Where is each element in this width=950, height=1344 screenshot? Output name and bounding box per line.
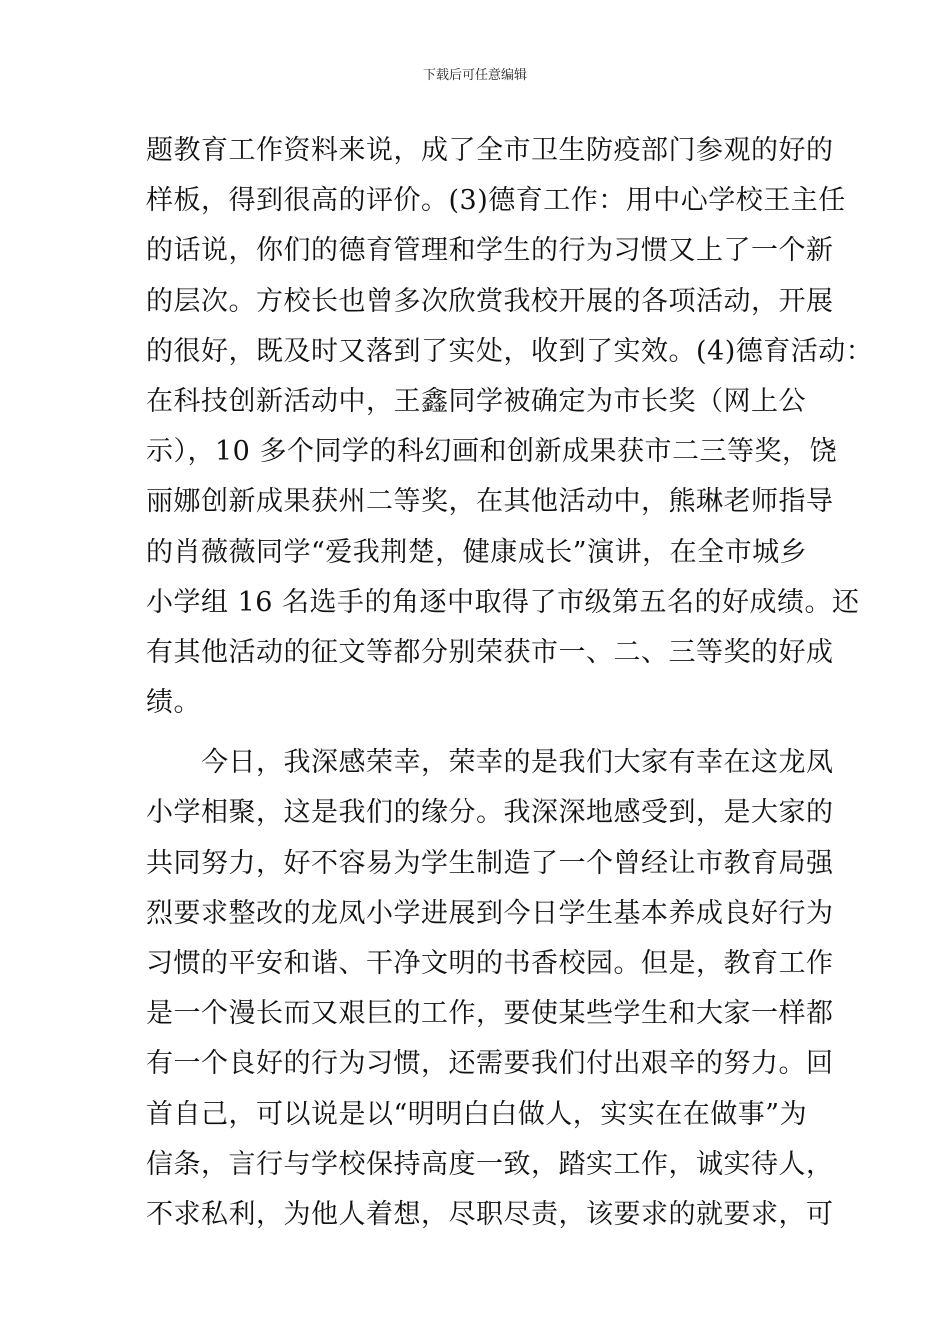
document-body [146,126,874,1240]
text-line: 有其他活动的征文等都分别荣获市一、二、三等奖的好成 [146,636,834,668]
text-line: 首自己，可以说是以“明明白白做人，实实在在做事”为 [146,1098,808,1130]
text-line: 不求私利，为他人着想，尽职尽责，该要求的就要求，可 [146,1198,834,1230]
text-line: 共同努力，好不容易为学生制造了一个曾经让市教育局强 [146,847,834,879]
text-line: 今日，我深感荣幸，荣幸的是我们大家有幸在这龙凤 [201,747,834,779]
text-line: 的层次。方校长也曾多次欣赏我校开展的各项活动，开展 [146,285,834,317]
text-line: 小学组 16 名选手的角逐中取得了市级第五名的好成绩。还 [146,586,860,618]
text-line: 丽娜创新成果获州二等奖，在其他活动中，熊琳老师指导 [146,486,834,518]
text-line: 在科技创新活动中，王鑫同学被确定为市长奖（网上公 [146,385,806,417]
text-line: 烈要求整改的龙凤小学进展到今日学生基本养成良好行为 [146,897,834,929]
paragraph-gap [146,728,816,738]
text-line: 的很好，既及时又落到了实处，收到了实效。(4)德育活动： [146,335,874,367]
paragraph [146,126,874,728]
page-header: 下载后可任意编辑 [422,68,527,83]
text-line: 的肖薇薇同学“爱我荆楚，健康成长”演讲，在全市城乡 [146,536,808,568]
text-line: 样板，得到很高的评价。(3)德育工作：用中心学校王主任 [146,185,846,217]
text-line: 绩。 [146,687,201,719]
text-line: 示），10 多个同学的科幻画和创新成果获市二三等奖，饶 [146,436,837,468]
text-line: 小学相聚，这是我们的缘分。我深深地感受到，是大家的 [146,797,834,829]
text-line: 习惯的平安和谐、干净文明的书香校园。但是，教育工作 [146,948,834,979]
paragraph [146,738,834,1240]
text-line: 的话说，你们的德育管理和学生的行为习惯又上了一个新 [146,235,834,267]
text-line: 信条，言行与学校保持高度一致，踏实工作，诚实待人， [146,1148,834,1180]
text-line: 是一个漫长而又艰巨的工作，要使某些学生和大家一样都 [146,998,834,1030]
text-line: 有一个良好的行为习惯，还需要我们付出艰辛的努力。回 [146,1048,834,1080]
text-line: 题教育工作资料来说，成了全市卫生防疫部门参观的好的 [146,135,834,166]
